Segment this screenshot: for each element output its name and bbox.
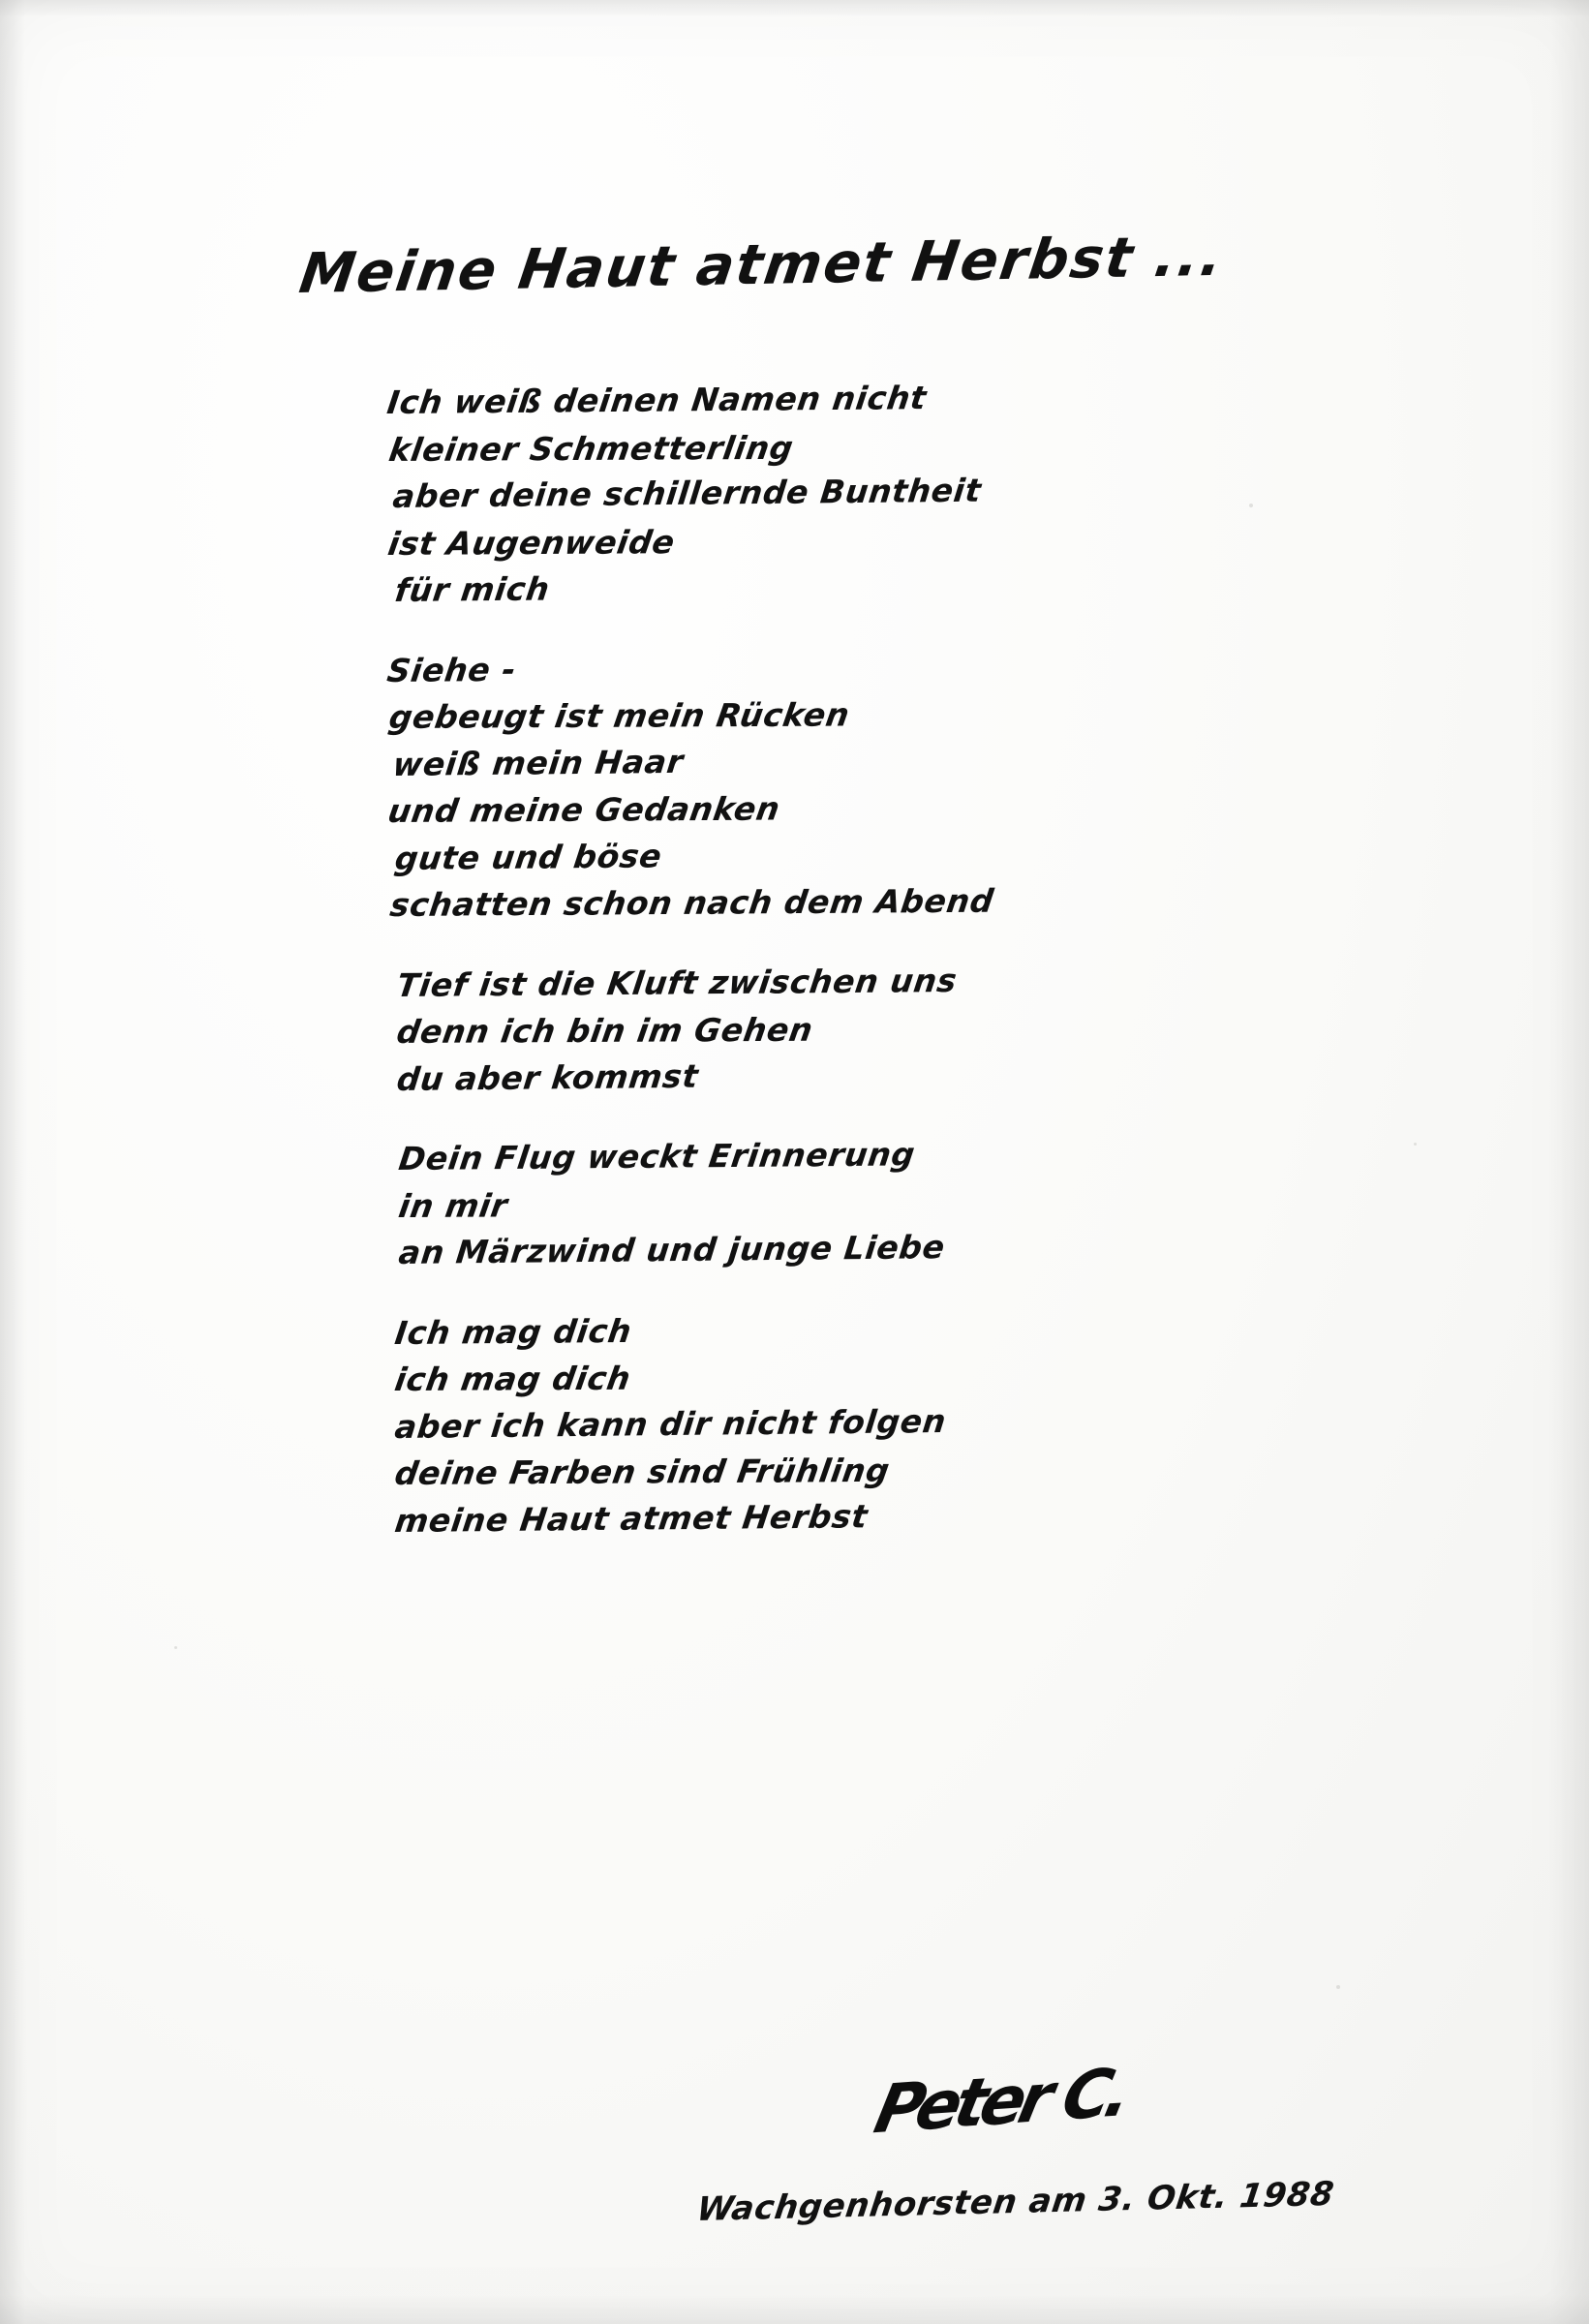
stanza — [384, 648, 1404, 930]
poem-line: schatten schon nach dem Abend — [387, 881, 996, 924]
poem-line: ich mag dich — [392, 1359, 634, 1398]
poem-title: Meine Haut atmet Herbst ... — [295, 224, 1229, 307]
poem-line: Tief ist die Kluft zwischen uns — [394, 961, 960, 1004]
poem-line: gebeugt ist mein Rücken — [386, 695, 853, 736]
scan-edge-shadow-left — [0, 0, 25, 2324]
place-and-date: Wachgenhorsten am 3. Okt. 1988 — [694, 2174, 1337, 2230]
stanza — [387, 1310, 1404, 1545]
poem-line: und meine Gedanken — [385, 789, 783, 830]
stanza — [387, 963, 1404, 1104]
stanza — [387, 1136, 1404, 1277]
poem-line: aber ich kann dir nicht folgen — [392, 1401, 949, 1446]
poem-line: Ich mag dich — [392, 1311, 634, 1352]
poem-line: aber deine schillernde Buntheit — [390, 471, 984, 515]
scan-edge-shadow-top — [0, 0, 1589, 17]
poem-line: denn ich bin im Gehen — [394, 1010, 816, 1051]
scan-edge-shadow-right — [1550, 0, 1589, 2324]
scan-edge-shadow-bottom — [0, 2295, 1589, 2324]
stanza — [384, 379, 1404, 615]
poem-line: an Märzwind und junge Liebe — [396, 1228, 948, 1271]
poem-line: weiß mein Haar — [390, 742, 686, 783]
poem-line: Dein Flug weckt Erinnerung — [396, 1135, 918, 1177]
poem-line: deine Farben sind Frühling — [392, 1451, 893, 1492]
poem-line: gute und böse — [392, 836, 664, 877]
poem-line: du aber kommst — [394, 1056, 701, 1098]
poem-line: ist Augenweide — [385, 522, 678, 563]
poem-line: meine Haut atmet Herbst — [392, 1496, 871, 1540]
poem-line: kleiner Schmetterling — [386, 428, 797, 469]
signature: Peter C. — [868, 2054, 1134, 2150]
scan-speck — [174, 1646, 177, 1649]
poem-line: für mich — [392, 569, 553, 609]
poem-line: Siehe - — [384, 650, 519, 689]
poem-body — [384, 379, 1404, 1577]
poem-line: in mir — [396, 1185, 511, 1225]
scan-speck — [1336, 1985, 1340, 1989]
scan-speck — [1414, 1143, 1417, 1146]
poem-line: Ich weiß deinen Namen nicht — [384, 379, 930, 421]
